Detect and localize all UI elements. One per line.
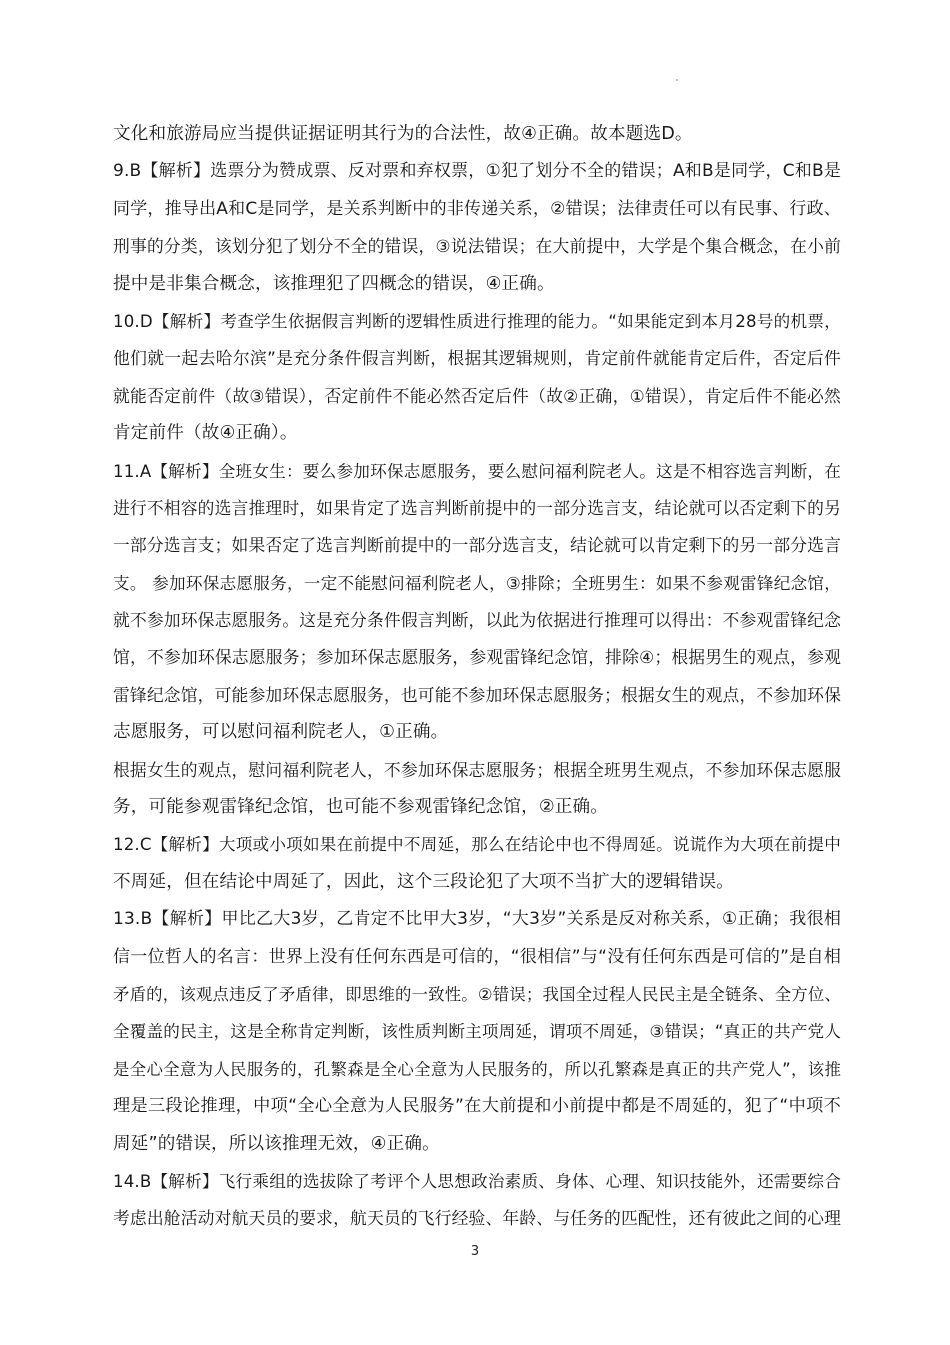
text-line: 务，可能参观雷锋纪念馆，也可能不参观雷锋纪念馆，②正确。 [113, 797, 609, 818]
text-line: 他们就一起去哈尔滨”是充分条件假言判断，根据其逻辑规则，肯定前件就能肯定后件，否定后件 [113, 348, 841, 369]
text-line: 13.B【解析】甲比乙大3岁，乙肯定不比甲大3岁，“大3岁”关系是反对称关系，①正确；我很相 [113, 909, 841, 930]
text-line: 进行不相容的选言推理时，如果肯定了选言判断前提中的一部分选言支，结论就可以否定剩下的另 [113, 497, 842, 518]
text-line: 同学，推导出A和C是同学，是关系判断中的非传递关系，②错误；法律责任可以有民事、行政、 [113, 198, 841, 219]
text-line: 10.D【解析】考查学生依据假言判断的逻辑性质进行推理的能力。“如果能定到本月28号的机票， [113, 311, 841, 331]
text-line: 理是三段论推理，中项“全心全意为人民服务”在大前提和小前提中都是不周延的，犯了“中项不 [113, 1096, 841, 1117]
text-line: 14.B【解析】飞行乘组的选拔除了考评个人思想政治素质、身体、心理、知识技能外，还需要综合 [113, 1171, 841, 1191]
text-line: 就能否定前件（故③错误），否定前件不能必然否定后件（故②正确，①错误），肯定后件不能必然 [113, 385, 841, 406]
text-line: 提中是非集合概念，该推理犯了四概念的错误，④正确。 [113, 273, 555, 294]
text-line: 是全心全意为人民服务的，孔繁森是全心全意为人民服务的，所以孔繁森是真正的共产党人”，该推 [113, 1059, 841, 1079]
text-line: 志愿服务，可以慰问福利院老人，①正确。 [113, 722, 449, 743]
text-line: 支。 参加环保志愿服务，一定不能慰问福利院老人，③排除；全班男生：如果不参观雷锋纪念馆， [113, 573, 841, 593]
text-line: 刑事的分类，该划分犯了划分不全的错误，③说法错误；在大前提中，大学是个集合概念，在小前 [113, 236, 841, 257]
text-line: 11.A【解析】全班女生：要么参加环保志愿服务，要么慰问福利院老人。这是不相容选言判断，在 [113, 461, 841, 481]
text-line: 雷锋纪念馆，可能参加环保志愿服务，也可能不参加环保志愿服务；根据女生的观点，不参加环保 [113, 684, 842, 705]
text-line: 矛盾的，该观点违反了矛盾律，即思维的一致性。②错误；我国全过程人民民主是全链条、全方位、 [113, 984, 841, 1004]
text-line: 周延”的错误，所以该推理无效，④正确。 [113, 1133, 440, 1154]
text-line: 一部分选言支；如果否定了选言判断前提中的一部分选言支，结论就可以肯定剩下的另一部分选言 [113, 535, 842, 556]
text-line: 不周延，但在结论中周延了，因此，这个三段论犯了大项不当扩大的逻辑错误。 [113, 871, 735, 892]
text-line: 馆，不参加环保志愿服务；参加环保志愿服务，参观雷锋纪念馆，排除④；根据男生的观点，参观 [113, 647, 841, 668]
page-number: 3 [470, 1244, 480, 1259]
text-line: 就不参加环保志愿服务。这是充分条件假言判断，以此为依据进行推理可以得出：不参观雷锋纪念 [113, 610, 842, 631]
text-line: 肯定前件（故④正确）。 [113, 423, 298, 444]
text-line: 考虑出舱活动对航天员的要求，航天员的飞行经验、年龄、与任务的匹配性，还有彼此之间的心理 [113, 1208, 842, 1229]
text-line: 文化和旅游局应当提供证据证明其行为的合法性，故④正确。故本题选D。 [113, 124, 693, 144]
text-line: 根据女生的观点，慰问福利院老人，不参加环保志愿服务；根据全班男生观点，不参加环保志愿服 [113, 759, 842, 780]
scan-dot [676, 79, 678, 81]
text-line: 信一位哲人的名言：世界上没有任何东西是可信的，“很相信”与“没有任何东西是可信的”是自相 [113, 946, 841, 967]
text-line: 9.B【解析】选票分为赞成票、反对票和弃权票，①犯了划分不全的错误；A和B是同学，C和B是 [113, 161, 841, 182]
document-body [113, 116, 841, 1238]
text-line: 全覆盖的民主，这是全称肯定判断，该性质判断主项周延，谓项不周延，③错误；“真正的共产党人 [113, 1022, 841, 1042]
text-line: 12.C【解析】大项或小项如果在前提中不周延，那么在结论中也不得周延。说谎作为大项在前提中 [113, 835, 841, 855]
